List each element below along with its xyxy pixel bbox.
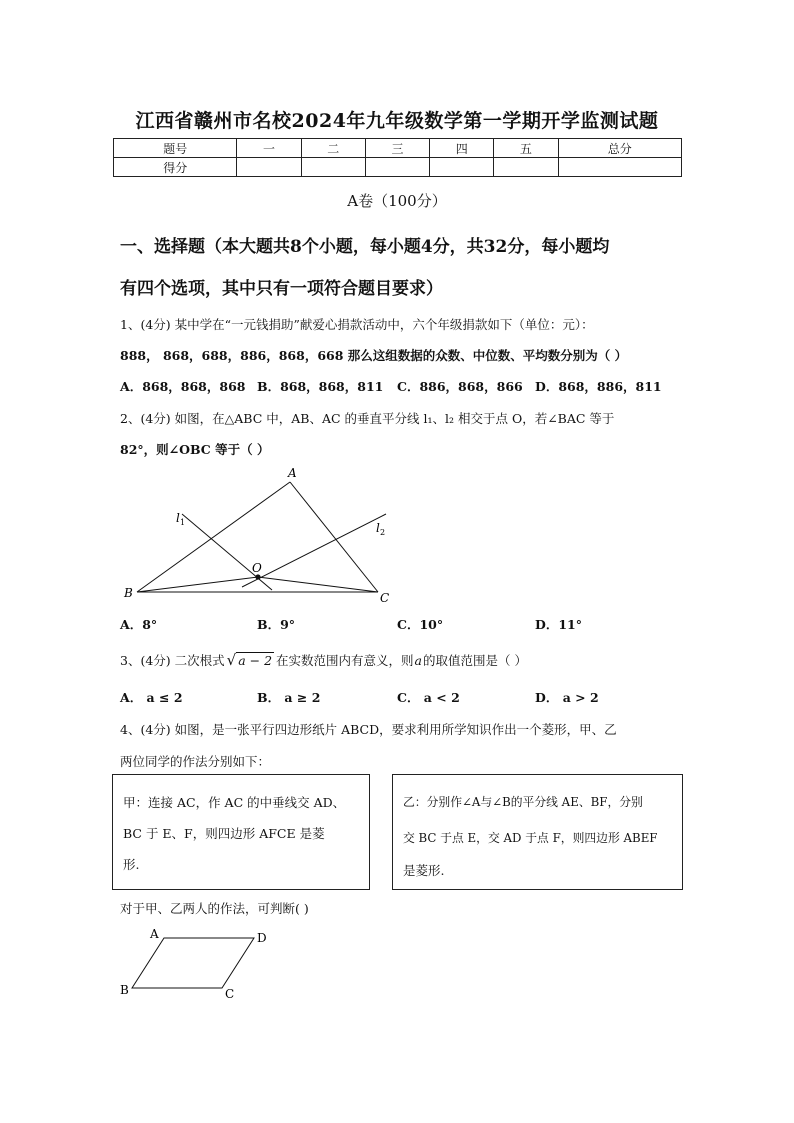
score-cell <box>558 158 681 177</box>
jia-line3: 形. <box>123 857 140 872</box>
score-header: 四 <box>430 139 494 158</box>
q1-option-c: C．886，868，866 <box>397 379 523 394</box>
q1-option-a: A．868，868，868 <box>120 379 246 394</box>
q2-stem-line2: 82°，则∠OBC 等于（ ） <box>120 442 270 457</box>
section-a-heading: A卷（100分） <box>347 192 447 210</box>
score-cell <box>301 158 365 177</box>
parallelogram-abcd <box>132 938 254 988</box>
q3-stem <box>120 651 527 669</box>
label-c: C <box>225 987 235 1001</box>
label-c: C <box>380 591 390 605</box>
q2-stem-line1: 2、(4分) 如图，在△ABC 中，AB、AC 的垂直平分线 l₁、l₂ 相交于点 O，若∠BAC 等于 <box>120 411 615 426</box>
label-l1-sub: 1 <box>180 518 186 527</box>
score-cell <box>494 158 558 177</box>
score-header: 三 <box>365 139 429 158</box>
q4-jia-method-box <box>112 774 370 890</box>
q2-triangle-figure <box>110 462 410 610</box>
label-b: B <box>120 983 129 997</box>
label-b: B <box>124 586 133 600</box>
score-header: 题号 <box>114 139 237 158</box>
jia-line2: BC 于 E、F，则四边形 AFCE 是菱 <box>123 826 325 841</box>
label-o: O <box>252 561 262 575</box>
score-table-score-row <box>114 158 682 177</box>
q1-option-d: D．868，886，811 <box>535 379 662 394</box>
score-cell <box>237 158 301 177</box>
q1-option-b: B．868，868，811 <box>257 379 384 394</box>
q3-option-a: A． a ≤ 2 <box>120 690 183 705</box>
label-a: A <box>150 927 159 941</box>
q4-parallelogram-figure <box>112 924 282 1004</box>
yi-line2: 交 BC 于点 E，交 AD 于点 F，则四边形 ABEF <box>403 831 658 845</box>
score-cell <box>430 158 494 177</box>
score-header: 二 <box>301 139 365 158</box>
q3-radical <box>227 652 274 668</box>
part1-heading-line1: 一、选择题（本大题共8个小题，每小题4分，共32分，每小题均 <box>120 237 610 257</box>
q2-option-c: C．10° <box>397 617 444 632</box>
q3-option-d: D． a > 2 <box>535 690 599 705</box>
label-d: D <box>257 931 267 945</box>
q2-option-d: D．11° <box>535 617 582 632</box>
bisector-line-l2 <box>242 514 386 587</box>
q3-var: a <box>414 652 422 668</box>
yi-line3: 是菱形. <box>403 863 445 878</box>
q3-option-b: B． a ≥ 2 <box>257 690 321 705</box>
score-row-label: 得分 <box>114 158 237 177</box>
label-a: A <box>288 466 297 480</box>
segment-oc <box>258 577 378 592</box>
q3-suffix2: 的取值范围是（ ） <box>423 653 527 668</box>
q2-option-b: B．9° <box>257 617 296 632</box>
score-header: 五 <box>494 139 558 158</box>
q3-option-c: C． a < 2 <box>397 690 460 705</box>
q3-prefix: 3、(4分) 二次根式 <box>120 653 225 668</box>
q4-judge-line: 对于甲、乙两人的作法，可判断( ) <box>120 901 309 916</box>
q3-radicand: a − 2 <box>238 653 273 668</box>
part1-heading-line2: 有四个选项，其中只有一项符合题目要求） <box>120 279 443 299</box>
score-table-header-row <box>114 139 682 158</box>
point-o <box>255 574 260 579</box>
q1-stem-line1: 1、(4分) 某中学在“一元钱捐助”献爱心捐款活动中，六个年级捐款如下（单位：元）： <box>120 317 594 332</box>
q2-option-a: A．8° <box>120 617 158 632</box>
score-header: 总分 <box>558 139 681 158</box>
page-title: 江西省赣州市名校2024年九年级数学第一学期开学监测试题 <box>135 110 659 132</box>
q1-stem-line2: 888， 868，688，886，868，668 那么这组数据的众数、中位数、平均数分别为（ ） <box>120 348 628 363</box>
radical-sign-icon: √ <box>226 651 237 669</box>
score-header: 一 <box>237 139 301 158</box>
score-table <box>113 138 682 177</box>
q4-stem-line2: 两位同学的作法分别如下： <box>120 754 271 769</box>
label-l1: l <box>176 511 180 525</box>
jia-line1: 甲：连接 AC，作 AC 的中垂线交 AD、 <box>123 795 346 810</box>
triangle-side-ac <box>290 482 378 592</box>
label-l2: l <box>376 521 380 535</box>
q4-stem-line1: 4、(4分) 如图，是一张平行四边形纸片 ABCD，要求利用所学知识作出一个菱形，甲、乙 <box>120 722 617 737</box>
q4-yi-method-box <box>392 774 683 890</box>
triangle-side-ab <box>137 482 290 592</box>
score-cell <box>365 158 429 177</box>
yi-line1: 乙：分别作∠A与∠B的平分线 AE、BF，分别 <box>403 795 643 809</box>
q3-suffix1: 在实数范围内有意义，则 <box>276 653 414 668</box>
label-l2-sub: 2 <box>380 528 386 537</box>
